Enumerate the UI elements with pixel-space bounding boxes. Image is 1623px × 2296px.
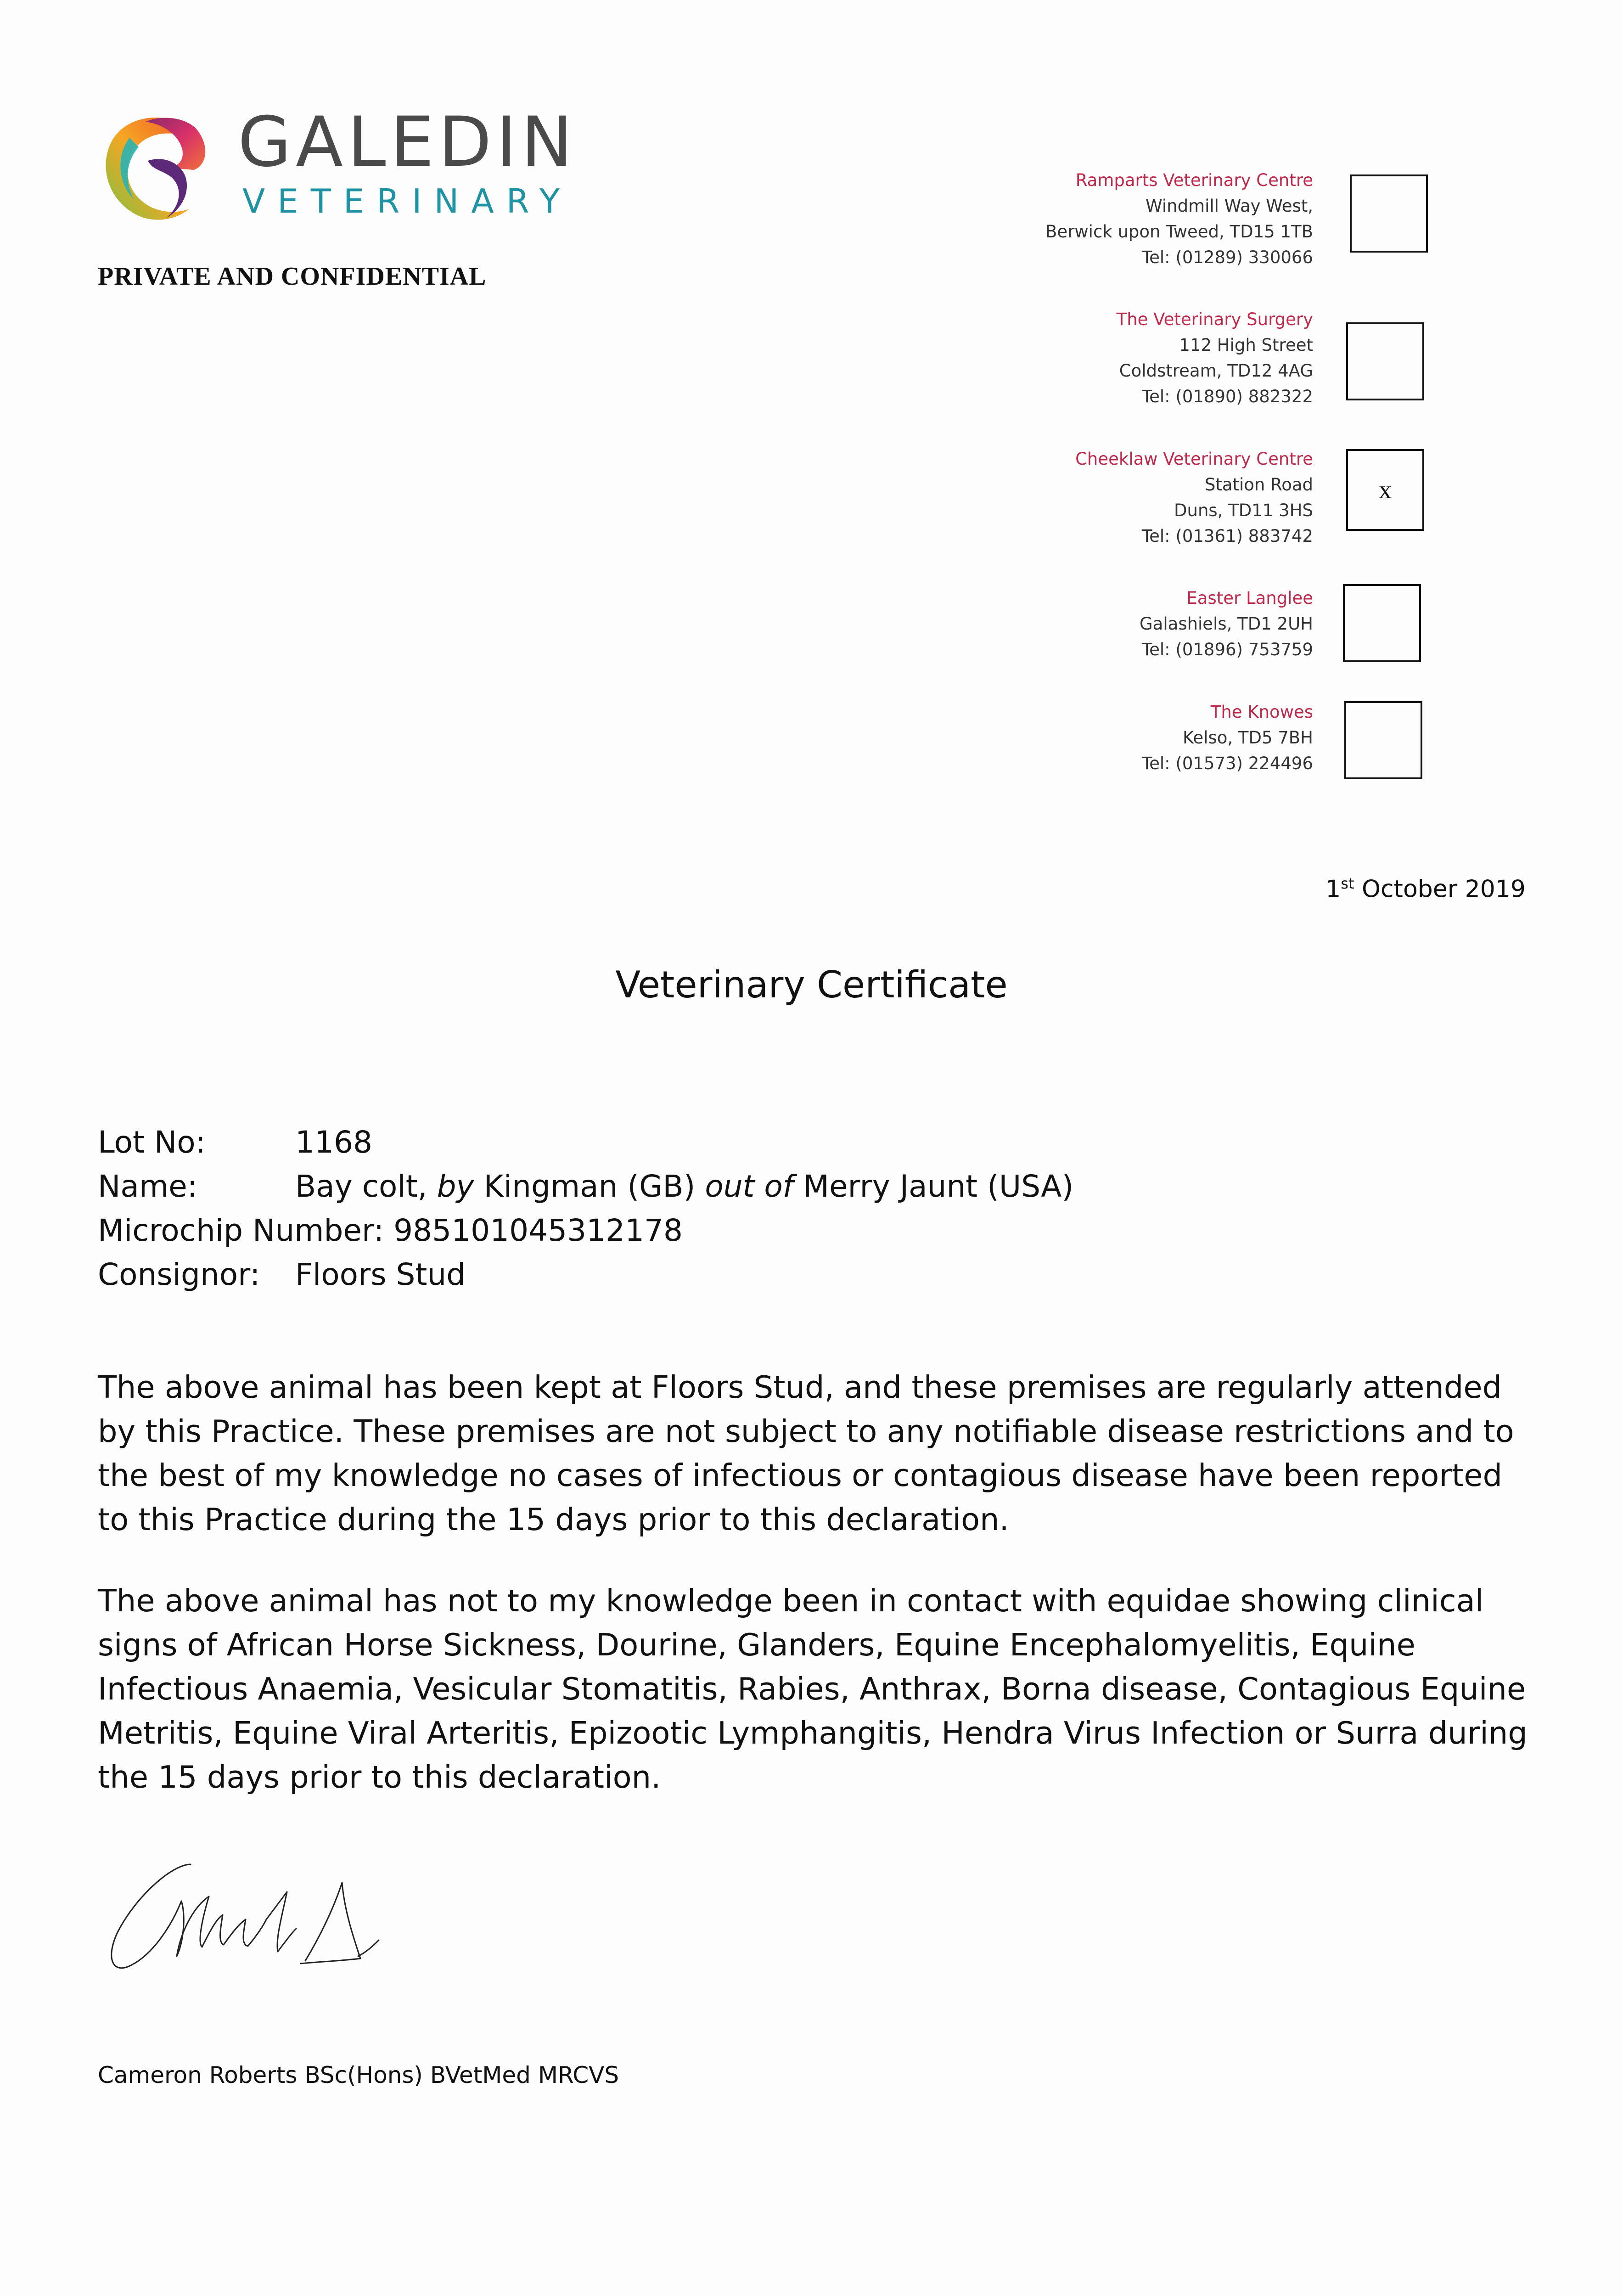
galedin-logo-icon [97,110,217,225]
practice-address-line: 112 High Street [1179,335,1313,355]
practice-name: Cheeklaw Veterinary Centre [1075,449,1313,469]
practice-checkbox-the-knowes[interactable] [1344,701,1422,779]
name-label: Name: [98,1169,197,1204]
logo-subtitle: VETERINARY [242,182,572,220]
signature-image [103,1855,406,1979]
name-value-part3: Merry Jaunt (USA) [793,1169,1074,1204]
practice-address-line: Station Road [1204,475,1313,495]
practice-address-line: Coldstream, TD12 4AG [1119,361,1313,381]
name-value-part2: Kingman (GB) [474,1169,705,1204]
certificate-date [1325,875,1526,903]
practice-ramparts [1045,168,1313,270]
page-title: Veterinary Certificate [615,963,1008,1006]
date-suffix: st [1341,875,1354,892]
practice-phone: Tel: (01890) 882322 [1141,387,1313,406]
confidential-heading: PRIVATE AND CONFIDENTIAL [98,262,487,291]
microchip-label: Microchip Number: [98,1213,384,1248]
signer-name: Cameron Roberts BSc(Hons) BVetMed MRCVS [98,2062,619,2088]
practice-address-line: Galashiels, TD1 2UH [1140,614,1313,634]
practice-easter-langlee [1140,585,1313,663]
practice-checkbox-cheeklaw[interactable]: x [1346,449,1424,531]
practice-phone: Tel: (01289) 330066 [1141,248,1313,267]
logo-brand-name: GALEDIN [238,102,578,182]
practice-checkbox-easter-langlee[interactable] [1343,584,1421,662]
lot-value: 1168 [295,1125,372,1160]
practice-address-line: Berwick upon Tweed, TD15 1TB [1045,222,1313,242]
name-out-of: out of [705,1169,794,1204]
consignor-field [98,1253,466,1297]
practice-cheeklaw [1075,446,1313,549]
practice-address-line: Windmill Way West, [1146,196,1313,216]
declaration-paragraph-2: The above animal has not to my knowledge been in contact with equidae showing clinical signs of African Horse Sickness, Dourine, Glanders, Equine Encephalomyelitis, Equine Infectious Anaemia, Vesicular Stomatitis, Rabies, Anthrax, Borna disease, Contagious Equine Metritis, Equine Viral Arteritis, Epizootic Lymphangitis, Hendra Virus Infection or Surra during the 15 days prior to this declaration. [98,1583,1528,1795]
practice-veterinary-surgery [1117,307,1313,410]
lot-field [98,1120,372,1165]
date-day: 1 [1325,875,1341,903]
name-field [98,1165,1073,1209]
practice-the-knowes [1142,699,1313,777]
practice-address-line: Duns, TD11 3HS [1174,501,1313,520]
practice-phone: Tel: (01573) 224496 [1141,754,1313,773]
name-value-part1: Bay colt, [295,1169,437,1204]
practice-name: Ramparts Veterinary Centre [1075,170,1313,190]
microchip-field [98,1209,683,1253]
date-month-year: October 2019 [1362,875,1526,903]
practice-phone: Tel: (01896) 753759 [1141,640,1313,659]
practice-name: The Knowes [1210,702,1313,722]
practice-name: Easter Langlee [1186,588,1313,608]
practice-checkbox-ramparts[interactable] [1350,174,1428,253]
declaration-paragraph-1: The above animal has been kept at Floors Stud, and these premises are regularly attended by this Practice. These premises are not subject to any notifiable disease restrictions and to the best of my knowledge no cases of infectious or contagious disease have been reported to this Practice during the 15 days prior to this declaration. [98,1369,1514,1537]
name-by: by [437,1169,474,1204]
lot-label: Lot No: [98,1125,206,1160]
consignor-value: Floors Stud [295,1257,466,1292]
consignor-label: Consignor: [98,1257,260,1292]
practice-checkbox-veterinary-surgery[interactable] [1346,322,1424,400]
microchip-value: 985101045312178 [393,1213,683,1248]
practice-name: The Veterinary Surgery [1116,310,1313,329]
practice-address-line: Kelso, TD5 7BH [1182,728,1313,748]
practice-phone: Tel: (01361) 883742 [1141,526,1313,546]
